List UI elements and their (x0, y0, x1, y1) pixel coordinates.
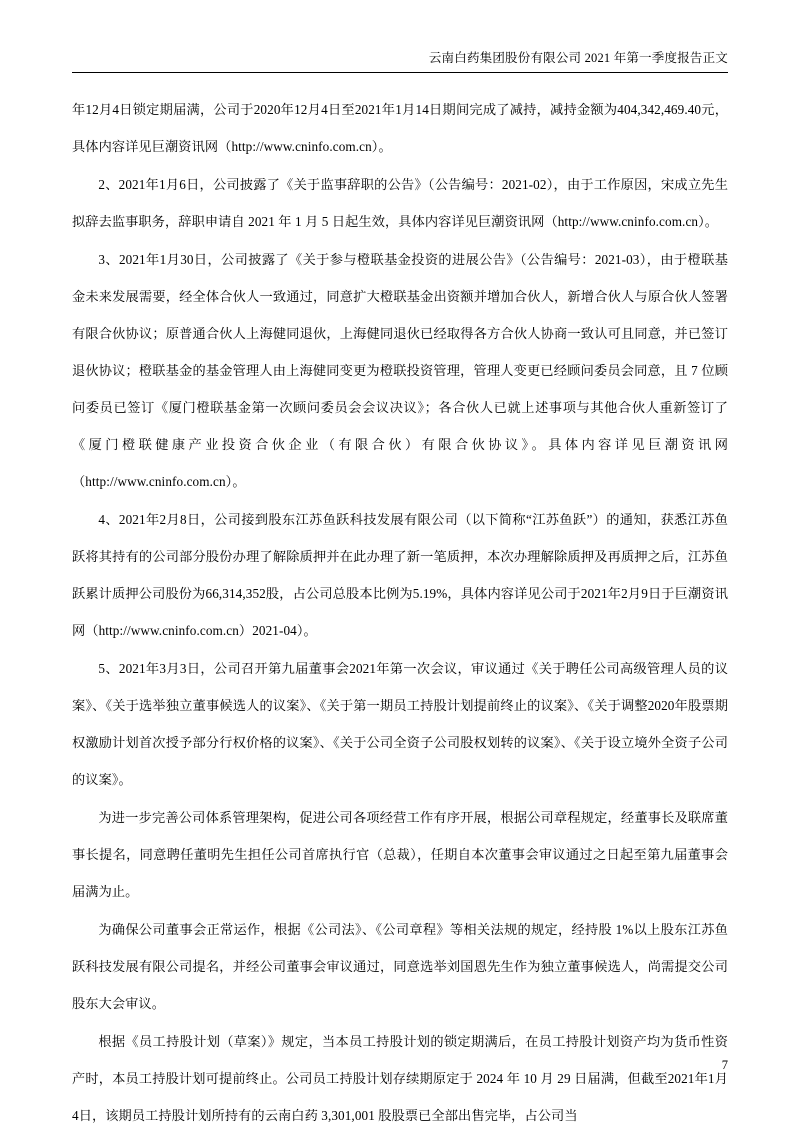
paragraph: 5、2021年3月3日，公司召开第九届董事会2021年第一次会议，审议通过《关于聘任公司高级管理人员的议案》、《关于选举独立董事候选人的议案》、《关于第一期员工持股计划提前终止的议案》、《关于调整2020年股票期权激励计划首次授予部分行权价格的议案》、《关于公司全资子公司股权划转的议案》、《关于设立境外全资子公司的议案》。 (72, 661, 728, 787)
paragraph: 3、2021年1月30日，公司披露了《关于参与橙联基金投资的进展公告》（公告编号：2021-03），由于橙联基金未来发展需要，经全体合伙人一致通过，同意扩大橙联基金出资额并增加合伙人，新增合伙人与原合伙人签署有限合伙协议；原普通合伙人上海健同退伙，上海健同退伙已经取得各方合伙人协商一致认可且同意，并已签订退伙协议；橙联基金的基金管理人由上海健同变更为橙联投资管理，管理人变更已经顾问委员会同意，且 7 位顾问委员已签订《厦门橙联基金第一次顾问委员会会议决议》；各合伙人已就上述事项与其他合伙人重新签订了《厦门橙联健康产业投资合伙企业（有限合伙）有限合伙协议》。具体内容详见巨潮资讯网（http://www.cninfo.com.cn）。 (72, 252, 728, 489)
paragraph: 为进一步完善公司体系管理架构，促进公司各项经营工作有序开展，根据公司章程规定，经董事长及联席董事长提名，同意聘任董明先生担任公司首席执行官（总裁），任期自本次董事会审议通过之日起至第九届董事会届满为止。 (72, 810, 728, 899)
page-content (72, 48, 728, 1131)
header-divider (72, 72, 728, 73)
page-header: 云南白药集团股份有限公司 2021 年第一季度报告正文 (428, 51, 728, 65)
paragraph: 根据《员工持股计划（草案）》规定，当本员工持股计划的锁定期满后，在员工持股计划资产均为货币性资产时，本员工持股计划可提前终止。公司员工持股计划存续期原定于 2024 年 10 月 29 日届满，但截至2021年1月4日，该期员工持股计划所持有的云南白药 3,301,001 股股票已全部出售完毕，占公司当 (72, 1034, 728, 1123)
body-text (72, 91, 728, 1131)
paragraph: 4、2021年2月8日，公司接到股东江苏鱼跃科技发展有限公司（以下简称“江苏鱼跃”）的通知，获悉江苏鱼跃将其持有的公司部分股份办理了解除质押并在此办理了新一笔质押，本次办理解除质押及再质押之后，江苏鱼跃累计质押公司股份为66,314,352股，占公司总股本比例为5.19%，具体内容详见公司于2021年2月9日于巨潮资讯网（http://www.cninfo.com.cn）2021-04）。 (72, 512, 728, 638)
paragraph: 年12月4日锁定期届满，公司于2020年12月4日至2021年1月14日期间完成了减持，减持金额为404,342,469.40元，具体内容详见巨潮资讯网（http://www.cninfo.com.cn）。 (72, 102, 728, 154)
paragraph: 2、2021年1月6日，公司披露了《关于监事辞职的公告》（公告编号：2021-02），由于工作原因，宋成立先生拟辞去监事职务，辞职申请自 2021 年 1 月 5 日起生效，具体内容详见巨潮资讯网（http://www.cninfo.com.cn）。 (72, 177, 728, 229)
paragraph: 为确保公司董事会正常运作，根据《公司法》、《公司章程》等相关法规的规定，经持股 1%以上股东江苏鱼跃科技发展有限公司提名，并经公司董事会审议通过，同意选举刘国恩先生作为独立董事候选人，尚需提交公司股东大会审议。 (72, 922, 728, 1011)
page-number: 7 (721, 1058, 728, 1072)
